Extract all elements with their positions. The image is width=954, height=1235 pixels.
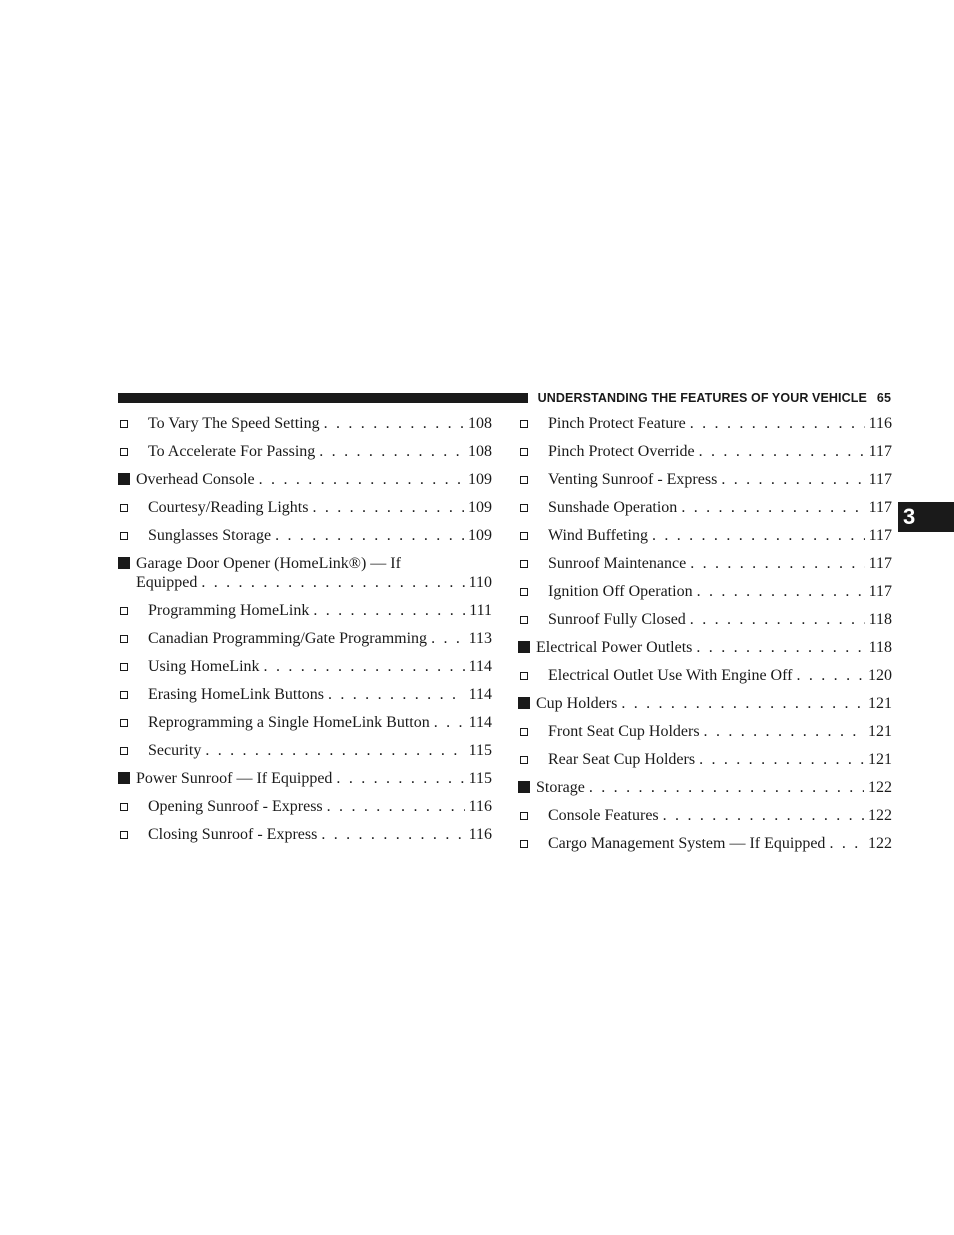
entry-label: Programming HomeLink — [148, 602, 310, 619]
entry-label: Sunroof Maintenance — [548, 555, 687, 572]
section-bullet-icon — [518, 781, 530, 793]
entry-label: Pinch Protect Feature — [548, 415, 686, 432]
subentry-bullet-icon — [520, 728, 528, 736]
entry-line — [136, 498, 492, 517]
dot-leader — [690, 610, 865, 629]
dot-leader — [621, 694, 864, 713]
toc-subentry[interactable] — [518, 610, 892, 638]
entry-label: Electrical Outlet Use With Engine Off — [548, 667, 793, 684]
toc-section-entry[interactable] — [518, 638, 892, 666]
subentry-bullet-icon — [520, 448, 528, 456]
entry-label: Using HomeLink — [148, 658, 260, 675]
entry-label: Sunroof Fully Closed — [548, 611, 686, 628]
entry-label: Security — [148, 742, 202, 759]
entry-label: To Vary The Speed Setting — [148, 415, 320, 432]
entry-line — [536, 722, 892, 741]
subentry-bullet-icon — [120, 635, 128, 643]
toc-section-entry[interactable] — [118, 470, 492, 498]
dot-leader — [205, 741, 464, 760]
subentry-bullet-icon — [120, 747, 128, 755]
entry-line — [136, 526, 492, 545]
entry-page-number: 120 — [868, 667, 892, 684]
dot-leader — [313, 601, 465, 620]
toc-subentry[interactable] — [118, 713, 492, 741]
entry-page-number: 117 — [868, 443, 892, 460]
entry-line — [536, 554, 892, 573]
dot-leader — [699, 442, 865, 461]
dot-leader — [829, 834, 864, 853]
entry-label: Courtesy/Reading Lights — [148, 499, 309, 516]
entry-line — [136, 741, 492, 760]
dot-leader — [796, 666, 864, 685]
entry-page-number: 111 — [469, 602, 492, 619]
toc-subentry[interactable] — [118, 601, 492, 629]
subentry-bullet-icon — [520, 532, 528, 540]
toc-subentry[interactable] — [118, 657, 492, 685]
dot-leader — [652, 526, 865, 545]
entry-page-number: 118 — [868, 639, 892, 656]
subentry-bullet-icon — [120, 803, 128, 811]
subentry-bullet-icon — [120, 448, 128, 456]
entry-label: Equipped — [136, 574, 198, 591]
toc-section-entry[interactable] — [118, 554, 492, 601]
entry-line — [136, 685, 492, 704]
entry-page-number: 117 — [868, 583, 892, 600]
entry-label: Sunglasses Storage — [148, 527, 272, 544]
toc-subentry[interactable] — [118, 526, 492, 554]
subentry-bullet-icon — [520, 476, 528, 484]
dot-leader — [431, 629, 465, 648]
subentry-bullet-icon — [520, 756, 528, 764]
dot-leader — [696, 638, 864, 657]
entry-line — [136, 442, 492, 461]
toc-section-entry[interactable] — [518, 778, 892, 806]
subentry-bullet-icon — [520, 616, 528, 624]
entry-page-number: 115 — [468, 770, 492, 787]
page-number: 65 — [876, 391, 891, 405]
entry-page-number: 116 — [868, 415, 892, 432]
subentry-bullet-icon — [520, 672, 528, 680]
entry-page-number: 121 — [868, 695, 892, 712]
section-bullet-icon — [118, 557, 130, 569]
dot-leader — [690, 414, 865, 433]
entry-page-number: 109 — [468, 499, 492, 516]
entry-line — [536, 666, 892, 685]
subentry-bullet-icon — [520, 560, 528, 568]
dot-leader — [319, 442, 464, 461]
entry-page-number: 122 — [868, 807, 892, 824]
entry-page-number: 110 — [468, 574, 492, 591]
entry-page-number: 117 — [868, 499, 892, 516]
toc-subentry[interactable] — [518, 806, 892, 834]
toc-subentry[interactable] — [518, 442, 892, 470]
dot-leader — [312, 498, 464, 517]
entry-line — [536, 610, 892, 629]
toc-subentry[interactable] — [518, 582, 892, 610]
entry-label: Pinch Protect Override — [548, 443, 695, 460]
dot-leader — [690, 554, 864, 573]
entry-line — [136, 769, 492, 788]
toc-subentry[interactable] — [118, 685, 492, 713]
entry-line — [536, 806, 892, 825]
dot-leader — [721, 470, 864, 489]
entry-page-number: 108 — [468, 415, 492, 432]
section-bullet-icon — [518, 697, 530, 709]
subentry-bullet-icon — [520, 812, 528, 820]
entry-label: Sunshade Operation — [548, 499, 678, 516]
toc-subentry[interactable] — [518, 414, 892, 442]
entry-label: Cup Holders — [536, 695, 618, 712]
entry-page-number: 113 — [468, 630, 492, 647]
running-header — [538, 390, 891, 406]
subentry-bullet-icon — [520, 588, 528, 596]
toc-subentry[interactable] — [518, 750, 892, 778]
entry-label: Erasing HomeLink Buttons — [148, 686, 324, 703]
entry-line — [536, 582, 892, 601]
entry-line — [136, 470, 492, 489]
entry-page-number: 122 — [868, 835, 892, 852]
entry-page-number: 117 — [868, 527, 892, 544]
toc-section-entry[interactable] — [518, 694, 892, 722]
section-bullet-icon — [518, 641, 530, 653]
entry-page-number: 108 — [468, 443, 492, 460]
dot-leader — [663, 806, 864, 825]
dot-leader — [275, 526, 464, 545]
dot-leader — [681, 498, 864, 517]
entry-label: Ignition Off Operation — [548, 583, 693, 600]
entry-label: Overhead Console — [136, 471, 255, 488]
toc-subentry[interactable] — [118, 825, 492, 853]
entry-line — [536, 498, 892, 517]
header-title: UNDERSTANDING THE FEATURES OF YOUR VEHICLE — [537, 391, 867, 405]
dot-leader — [434, 713, 465, 732]
dot-leader — [201, 573, 464, 592]
entry-line — [136, 657, 492, 676]
entry-line — [536, 750, 892, 769]
entry-line — [136, 573, 492, 592]
subentry-bullet-icon — [120, 532, 128, 540]
toc-subentry[interactable] — [518, 554, 892, 582]
dot-leader — [264, 657, 465, 676]
entry-page-number: 115 — [468, 742, 492, 759]
entry-line — [136, 825, 492, 844]
entry-line — [536, 526, 892, 545]
dot-leader — [324, 414, 464, 433]
toc-subentry[interactable] — [118, 741, 492, 769]
entry-line — [536, 638, 892, 657]
entry-label: Cargo Management System — If Equipped — [548, 835, 826, 852]
dot-leader — [704, 722, 864, 741]
subentry-bullet-icon — [520, 504, 528, 512]
toc-subentry[interactable] — [118, 498, 492, 526]
entry-label: Opening Sunroof - Express — [148, 798, 323, 815]
entry-page-number: 114 — [468, 686, 492, 703]
dot-leader — [259, 470, 464, 489]
subentry-bullet-icon — [120, 504, 128, 512]
entry-page-number: 122 — [868, 779, 892, 796]
header-rule — [118, 393, 528, 403]
entry-line — [536, 778, 892, 797]
toc-subentry[interactable] — [518, 722, 892, 750]
toc-section-entry[interactable] — [118, 769, 492, 797]
entry-label: Electrical Power Outlets — [536, 639, 693, 656]
entry-label-line1: Garage Door Opener (HomeLink®) — If — [136, 555, 401, 572]
dot-leader — [336, 769, 464, 788]
toc-subentry[interactable] — [518, 498, 892, 526]
entry-label: Power Sunroof — If Equipped — [136, 770, 333, 787]
entry-line — [136, 713, 492, 732]
entry-line — [136, 629, 492, 648]
entry-line — [136, 601, 492, 620]
toc-left-column — [118, 414, 492, 853]
entry-label: Console Features — [548, 807, 659, 824]
entry-line — [536, 414, 892, 433]
chapter-tab: 3 — [898, 502, 954, 532]
subentry-bullet-icon — [120, 719, 128, 727]
subentry-bullet-icon — [120, 831, 128, 839]
section-bullet-icon — [118, 473, 130, 485]
subentry-bullet-icon — [120, 607, 128, 615]
toc-subentry[interactable] — [518, 834, 892, 862]
toc-subentry[interactable] — [518, 470, 892, 498]
subentry-bullet-icon — [520, 840, 528, 848]
dot-leader — [321, 825, 464, 844]
toc-subentry[interactable] — [118, 629, 492, 657]
entry-label: Venting Sunroof - Express — [548, 471, 718, 488]
entry-label: Rear Seat Cup Holders — [548, 751, 696, 768]
dot-leader — [589, 778, 864, 797]
entry-line — [536, 470, 892, 489]
entry-line — [136, 797, 492, 816]
toc-right-column — [518, 414, 892, 862]
entry-label: Storage — [536, 779, 585, 796]
entry-line — [536, 694, 892, 713]
entry-label: Closing Sunroof - Express — [148, 826, 318, 843]
toc-subentry[interactable] — [118, 442, 492, 470]
dot-leader — [697, 582, 865, 601]
toc-subentry[interactable] — [518, 526, 892, 554]
entry-page-number: 114 — [468, 714, 492, 731]
entry-label: Front Seat Cup Holders — [548, 723, 700, 740]
entry-page-number: 109 — [468, 471, 492, 488]
entry-label: Wind Buffeting — [548, 527, 648, 544]
section-bullet-icon — [118, 772, 130, 784]
entry-line — [536, 442, 892, 461]
subentry-bullet-icon — [120, 420, 128, 428]
subentry-bullet-icon — [120, 691, 128, 699]
toc-subentry[interactable] — [118, 414, 492, 442]
dot-leader — [327, 797, 465, 816]
dot-leader — [699, 750, 864, 769]
entry-label: Canadian Programming/Gate Programming — [148, 630, 428, 647]
subentry-bullet-icon — [520, 420, 528, 428]
entry-page-number: 121 — [868, 723, 892, 740]
entry-page-number: 116 — [468, 826, 492, 843]
entry-page-number: 109 — [468, 527, 492, 544]
entry-line — [536, 834, 892, 853]
entry-label: Reprogramming a Single HomeLink Button — [148, 714, 430, 731]
entry-page-number: 116 — [468, 798, 492, 815]
entry-page-number: 118 — [868, 611, 892, 628]
toc-subentry[interactable] — [518, 666, 892, 694]
entry-page-number: 117 — [868, 555, 892, 572]
entry-label: To Accelerate For Passing — [148, 443, 316, 460]
entry-page-number: 114 — [468, 658, 492, 675]
entry-page-number: 117 — [868, 471, 892, 488]
subentry-bullet-icon — [120, 663, 128, 671]
entry-page-number: 121 — [868, 751, 892, 768]
entry-line — [136, 414, 492, 433]
toc-subentry[interactable] — [118, 797, 492, 825]
dot-leader — [328, 685, 465, 704]
